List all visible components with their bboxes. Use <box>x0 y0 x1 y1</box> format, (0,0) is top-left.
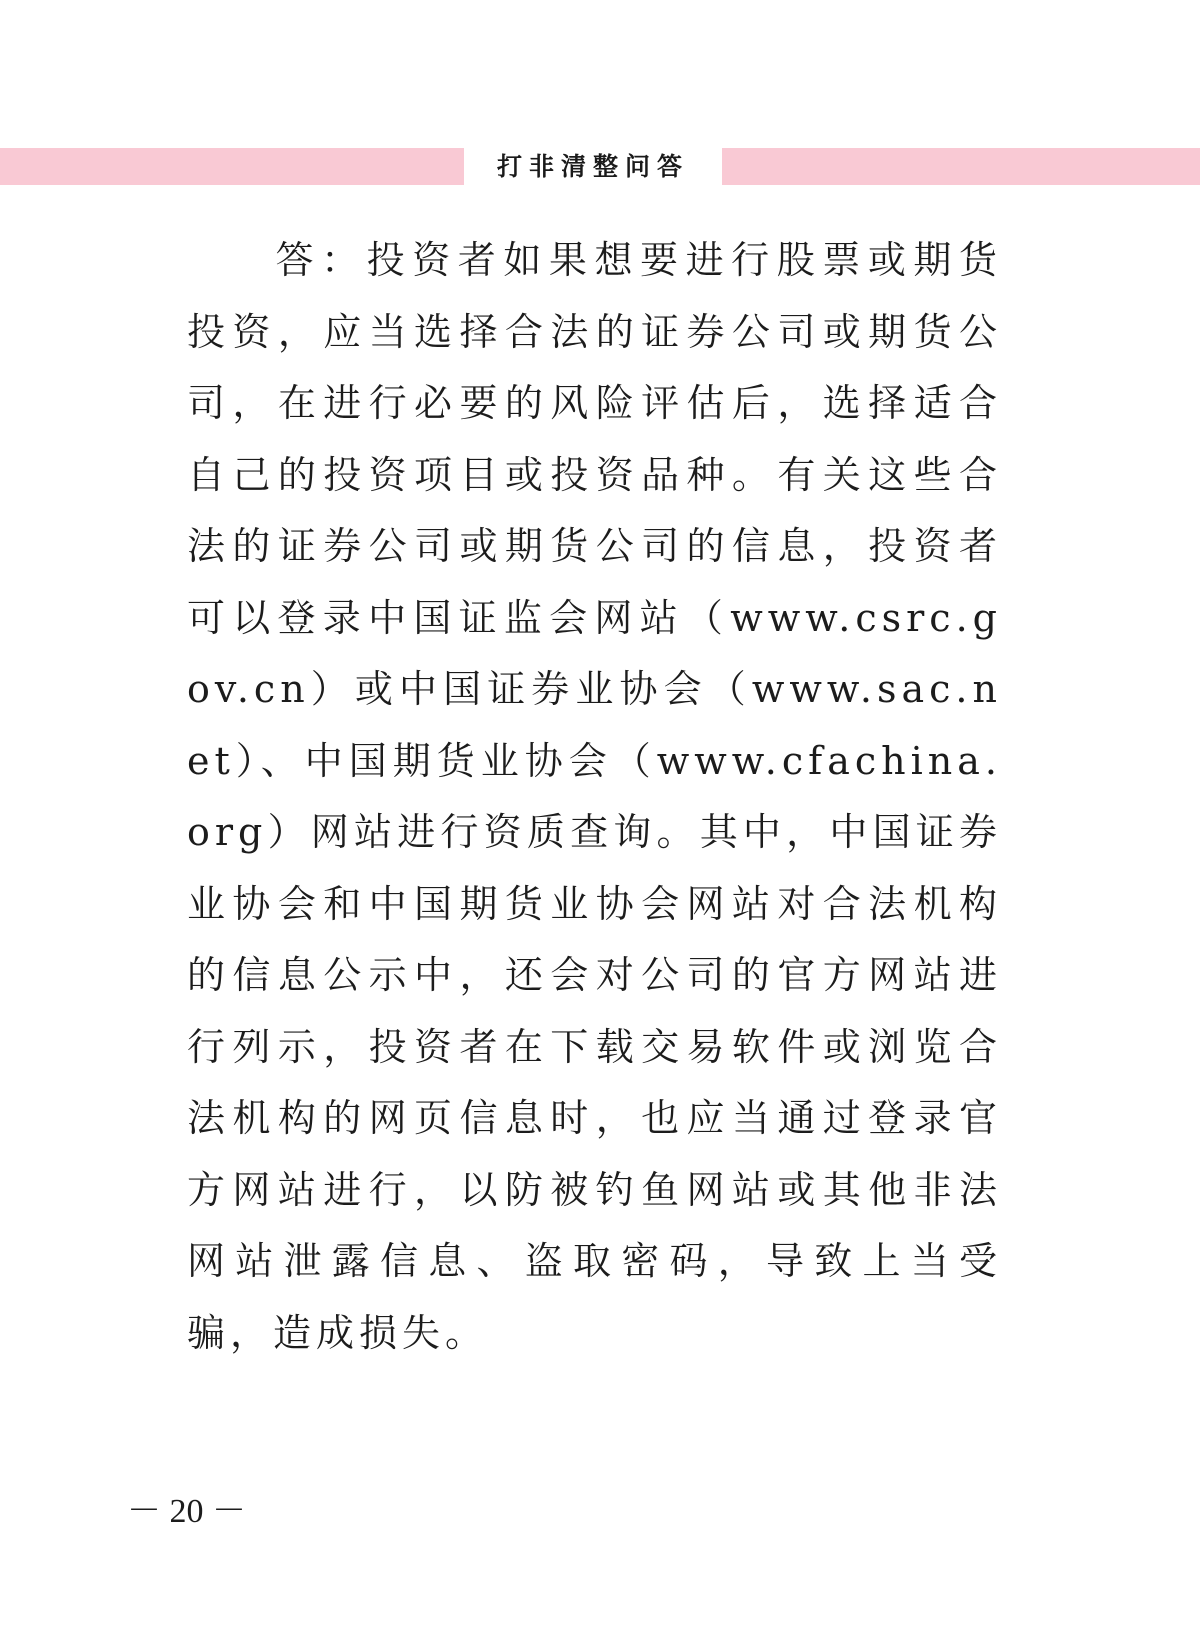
running-header <box>0 148 1200 185</box>
answer-paragraph <box>187 225 1002 1369</box>
page-number: － 20 － <box>127 1493 246 1530</box>
header-band-left <box>0 148 464 185</box>
header-band-right <box>722 148 1200 185</box>
answer-text: 答：投资者如果想要进行股票或期货投资，应当选择合法的证券公司或期货公司，在进行必要的风险评估后，选择适合自己的投资项目或投资品种。有关这些合法的证券公司或期货公司的信息，投资者可以登录中国证监会网站（www.csrc.gov.cn）或中国证券业协会（www.sac.net）、中国期货业协会（www.cfachina.org）网站进行资质查询。其中，中国证券业协会和中国期货业协会网站对合法机构的信息公示中，还会对公司的官方网站进行列示，投资者在下载交易软件或浏览合法机构的网页信息时，也应当通过登录官方网站进行，以防被钓鱼网站或其他非法网站泄露信息、盗取密码，导致上当受骗，造成损失。 <box>187 238 1002 1355</box>
header-title: 打非清整问答 <box>496 152 689 181</box>
